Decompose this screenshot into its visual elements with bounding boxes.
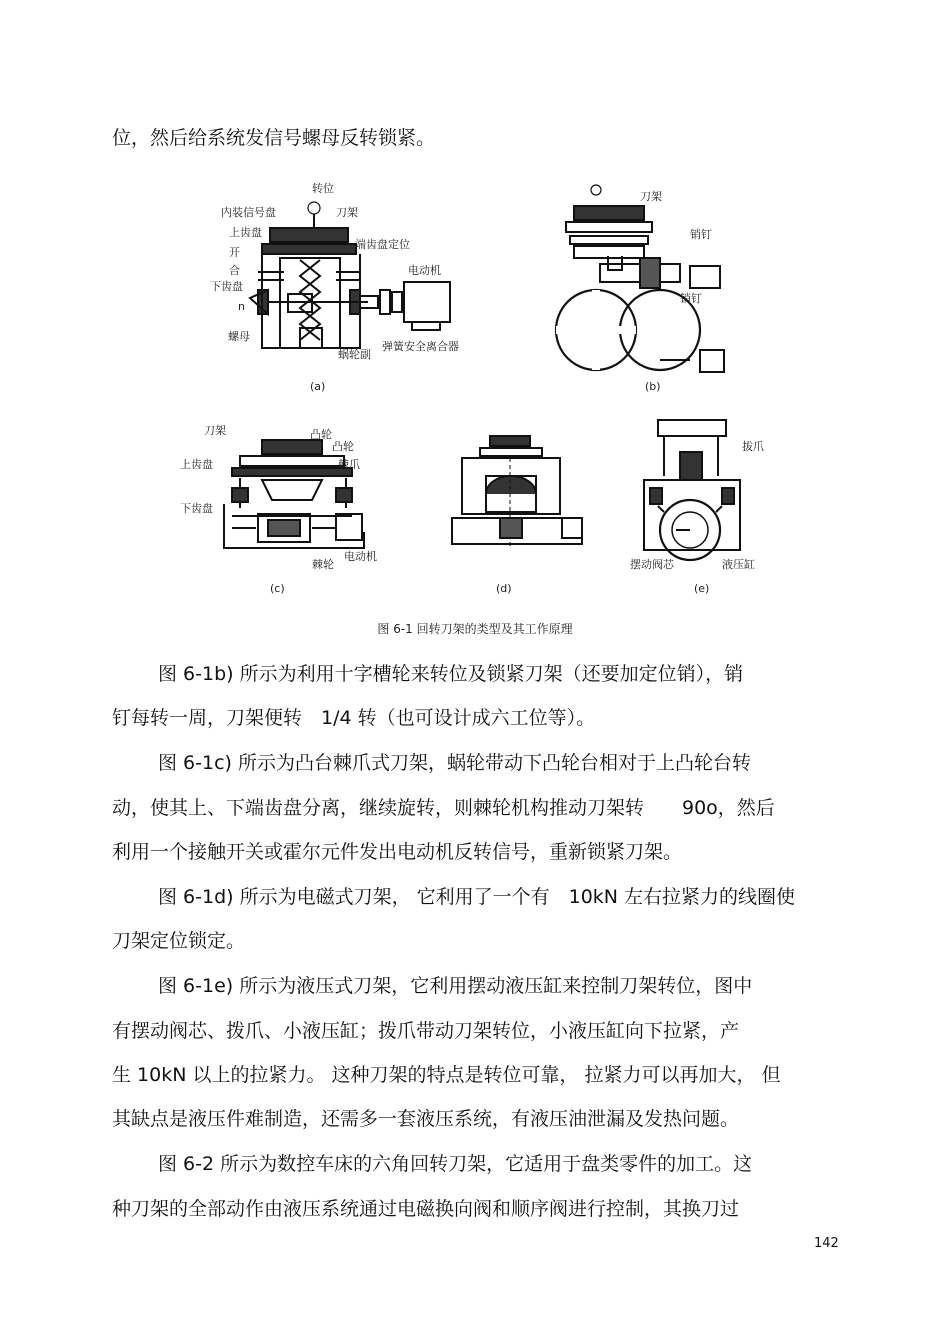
- label-a-1: 内装信号盘: [221, 206, 276, 219]
- label-b-0: 刀架: [640, 190, 662, 203]
- page-number: 142: [814, 1236, 839, 1251]
- para-line-0: 图 6-1b) 所示为利用十字槽轮来转位及锁紧刀架（还要加定位销），销: [158, 663, 744, 685]
- label-c-5: 下齿盘: [180, 502, 213, 515]
- para-line-10: 其缺点是液压件难制造，还需多一套液压系统，有液压油泄漏及发热问题。: [112, 1108, 740, 1130]
- label-b-2: 销钉: [680, 292, 702, 305]
- label-a-11: 弹簧安全离合器: [382, 340, 459, 353]
- sub-c: (c): [270, 582, 285, 595]
- label-c-7: 电动机: [344, 550, 377, 563]
- para-line-11: 图 6-2 所示为数控车床的六角回转刀架，它适用于盘类零件的加工。这: [158, 1153, 753, 1175]
- sub-a: (a): [310, 380, 326, 393]
- label-a-4: 开: [229, 246, 240, 259]
- para-line-12: 种刀架的全部动作由液压系统通过电磁换向阀和顺序阀进行控制，其换刀过: [112, 1198, 740, 1220]
- labels-a: [210, 181, 459, 393]
- top-line: 位，然后给系统发信号螺母反转锁紧。: [112, 127, 436, 149]
- figure-caption: 图 6-1 回转刀架的类型及其工作原理: [377, 622, 573, 636]
- para-line-6: 刀架定位锁定。: [112, 930, 246, 952]
- label-a-0: 转位: [312, 182, 334, 195]
- label-c-3: 上齿盘: [180, 458, 213, 471]
- label-c-0: 刀架: [204, 424, 226, 437]
- label-a-8: 下齿盘: [210, 280, 243, 293]
- diagram-d: [452, 436, 582, 548]
- diagram-c: [224, 440, 364, 548]
- para-line-8: 有摆动阀芯、拨爪、小液压缸；拨爪带动刀架转位，小液压缸向下拉紧，产: [112, 1020, 740, 1042]
- para-line-1: 钉每转一周，刀架便转 1/4 转（也可设计成六工位等）。: [112, 707, 596, 729]
- label-a-3: 上齿盘: [229, 226, 262, 239]
- para-line-2: 图 6-1c) 所示为凸台棘爪式刀架，蜗轮带动下凸轮台相对于上凸轮台转: [158, 752, 751, 774]
- label-e-0: 拔爪: [742, 440, 764, 453]
- para-line-4: 利用一个接触开关或霍尔元件发出电动机反转信号，重新锁紧刀架。: [112, 841, 683, 863]
- label-a-6: 合: [229, 264, 240, 277]
- para-line-7: 图 6-1e) 所示为液压式刀架，它利用摆动液压缸来控制刀架转位，图中: [158, 975, 753, 997]
- label-c-4: 棘爪: [338, 458, 360, 471]
- sub-d: (d): [496, 582, 512, 595]
- sub-b: (b): [645, 380, 661, 393]
- label-c-1: 凸轮: [310, 428, 332, 441]
- label-c-2: 凸轮: [332, 440, 354, 453]
- label-e-1: 摆动阀芯: [630, 558, 674, 571]
- label-a-10: 螺母: [228, 330, 250, 343]
- para-line-3: 动，使其上、下端齿盘分离，继续旋转，则棘轮机构推动刀架转 90o，然后: [112, 797, 775, 819]
- label-a-7: 电动机: [408, 264, 441, 277]
- diagram-b: [556, 185, 724, 372]
- para-line-9: 生 10kN 以上的拉紧力。 这种刀架的特点是转位可靠， 拉紧力可以再加大， 但: [112, 1064, 781, 1086]
- label-a-2: 刀架: [336, 206, 358, 219]
- label-a-12: 蜗轮副: [338, 348, 371, 361]
- label-b-1: 销钉: [690, 228, 712, 241]
- label-a-9: n: [238, 300, 245, 313]
- label-e-2: 液压缸: [722, 558, 755, 571]
- label-c-6: 棘轮: [312, 558, 334, 571]
- para-line-5: 图 6-1d) 所示为电磁式刀架， 它利用了一个有 10kN 左右拉紧力的线圈使: [158, 886, 796, 908]
- diagram-e: [644, 420, 740, 560]
- label-a-5: 端齿盘定位: [355, 238, 410, 251]
- sub-e: (e): [694, 582, 710, 595]
- figure-6-1-diagrams: [0, 0, 950, 640]
